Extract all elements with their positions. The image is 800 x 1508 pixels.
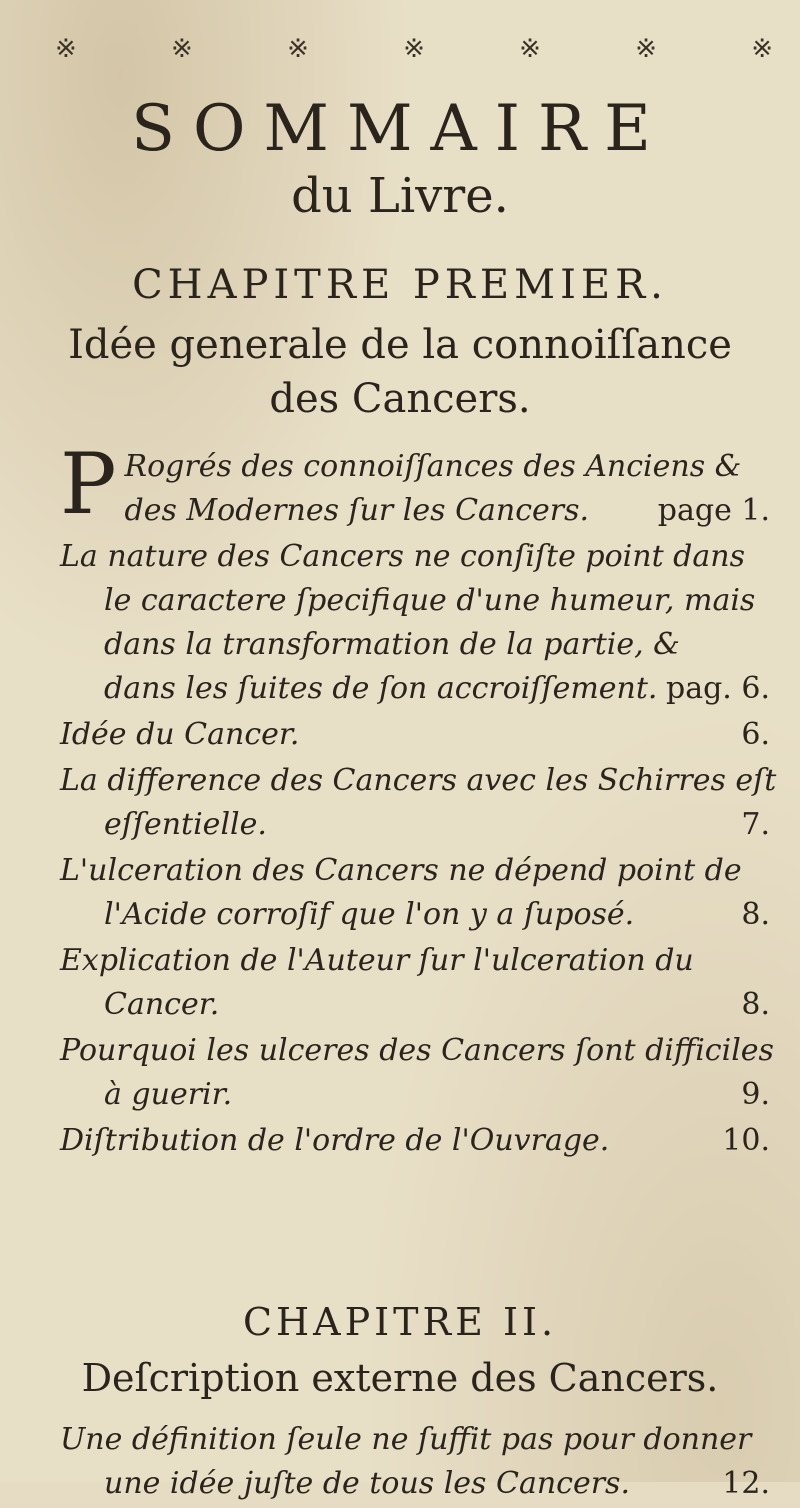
- toc-entry-page: 7.: [741, 807, 770, 842]
- toc-entry-page: 8.: [741, 897, 770, 932]
- chapter-2-entries: [60, 1418, 770, 1508]
- ornament-band: [55, 32, 775, 66]
- toc-entry-text: l'Acide corroſif que l'on y a ſuposé.: [104, 897, 635, 932]
- ornament-glyph: ※: [519, 34, 543, 64]
- chapter-1-entries: [60, 435, 777, 1165]
- toc-entry-text: Une définition ſeule ne ſuffit pas pour donner: [60, 1422, 752, 1457]
- toc-entry: [60, 713, 770, 757]
- chapter-1-heading: CHAPITRE PREMIER.: [132, 262, 668, 308]
- toc-entry-page: 10.: [722, 1123, 770, 1158]
- chapter-1-title-line-2: des Cancers.: [269, 376, 531, 422]
- drop-cap: P: [60, 435, 117, 533]
- toc-entry-text: une idée juſte de tous les Cancers.: [104, 1466, 630, 1501]
- ornament-glyph: ※: [171, 34, 195, 64]
- toc-entry: [60, 849, 770, 937]
- ornament-glyph: ※: [287, 34, 311, 64]
- chapter-1-title-line-1: Idée generale de la connoiſſance: [68, 322, 732, 368]
- toc-entry: [60, 1418, 770, 1506]
- toc-entry-text: des Modernes ſur les Cancers.: [124, 493, 590, 528]
- toc-entry: [60, 435, 770, 533]
- toc-entry-text: eſſentielle.: [104, 807, 267, 842]
- toc-entry-page: 8.: [741, 987, 770, 1022]
- ornament-glyph: ※: [751, 34, 775, 64]
- ornament-glyph: ※: [635, 34, 659, 64]
- title: SOMMAIRE: [131, 92, 669, 166]
- chapter-2-heading: CHAPITRE II.: [242, 1300, 558, 1344]
- ornament-glyph: ※: [403, 34, 427, 64]
- toc-entry-text: Diſtribution de l'ordre de l'Ouvrage.: [60, 1123, 610, 1158]
- toc-entry-text: Cancer.: [104, 987, 220, 1022]
- toc-entry: [60, 1119, 770, 1163]
- subtitle: du Livre.: [291, 168, 509, 224]
- toc-entry-text: Explication de l'Auteur ſur l'ulceration du: [60, 943, 694, 978]
- toc-entry: [60, 759, 777, 847]
- toc-entry-page: pag. 6.: [666, 671, 770, 706]
- toc-entry-text: à guerir.: [104, 1077, 233, 1112]
- toc-entry-page: page 1.: [657, 493, 770, 528]
- toc-entry-page: 9.: [741, 1077, 770, 1112]
- toc-entry-text: Idée du Cancer.: [60, 717, 300, 752]
- toc-entry: [60, 939, 770, 1027]
- ornament-glyph: ※: [55, 34, 79, 64]
- toc-entry-text: Pourquoi les ulceres des Cancers ſont difficiles: [60, 1033, 774, 1068]
- toc-entry-page: 12.: [722, 1466, 770, 1501]
- toc-entry-text: Rogrés des connoiſſances des Anciens &: [124, 449, 742, 484]
- toc-entry-text: le caractere ſpecifique d'une humeur, mais: [104, 583, 756, 618]
- chapter-2-title: Deſcription externe des Cancers.: [81, 1356, 719, 1400]
- toc-entry: [60, 1029, 774, 1117]
- toc-entry-text: La difference des Cancers avec les Schirres eſt: [60, 763, 777, 798]
- toc-entry-text: dans les ſuites de ſon accroiſſement.: [104, 671, 658, 706]
- toc-entry-text: L'ulceration des Cancers ne dépend point de: [60, 853, 742, 888]
- toc-entry-text: dans la transformation de la partie, &: [104, 627, 680, 662]
- toc-entry-page: 6.: [741, 717, 770, 752]
- toc-entry-text: La nature des Cancers ne conſiſte point dans: [60, 539, 745, 574]
- toc-entry: [60, 535, 770, 711]
